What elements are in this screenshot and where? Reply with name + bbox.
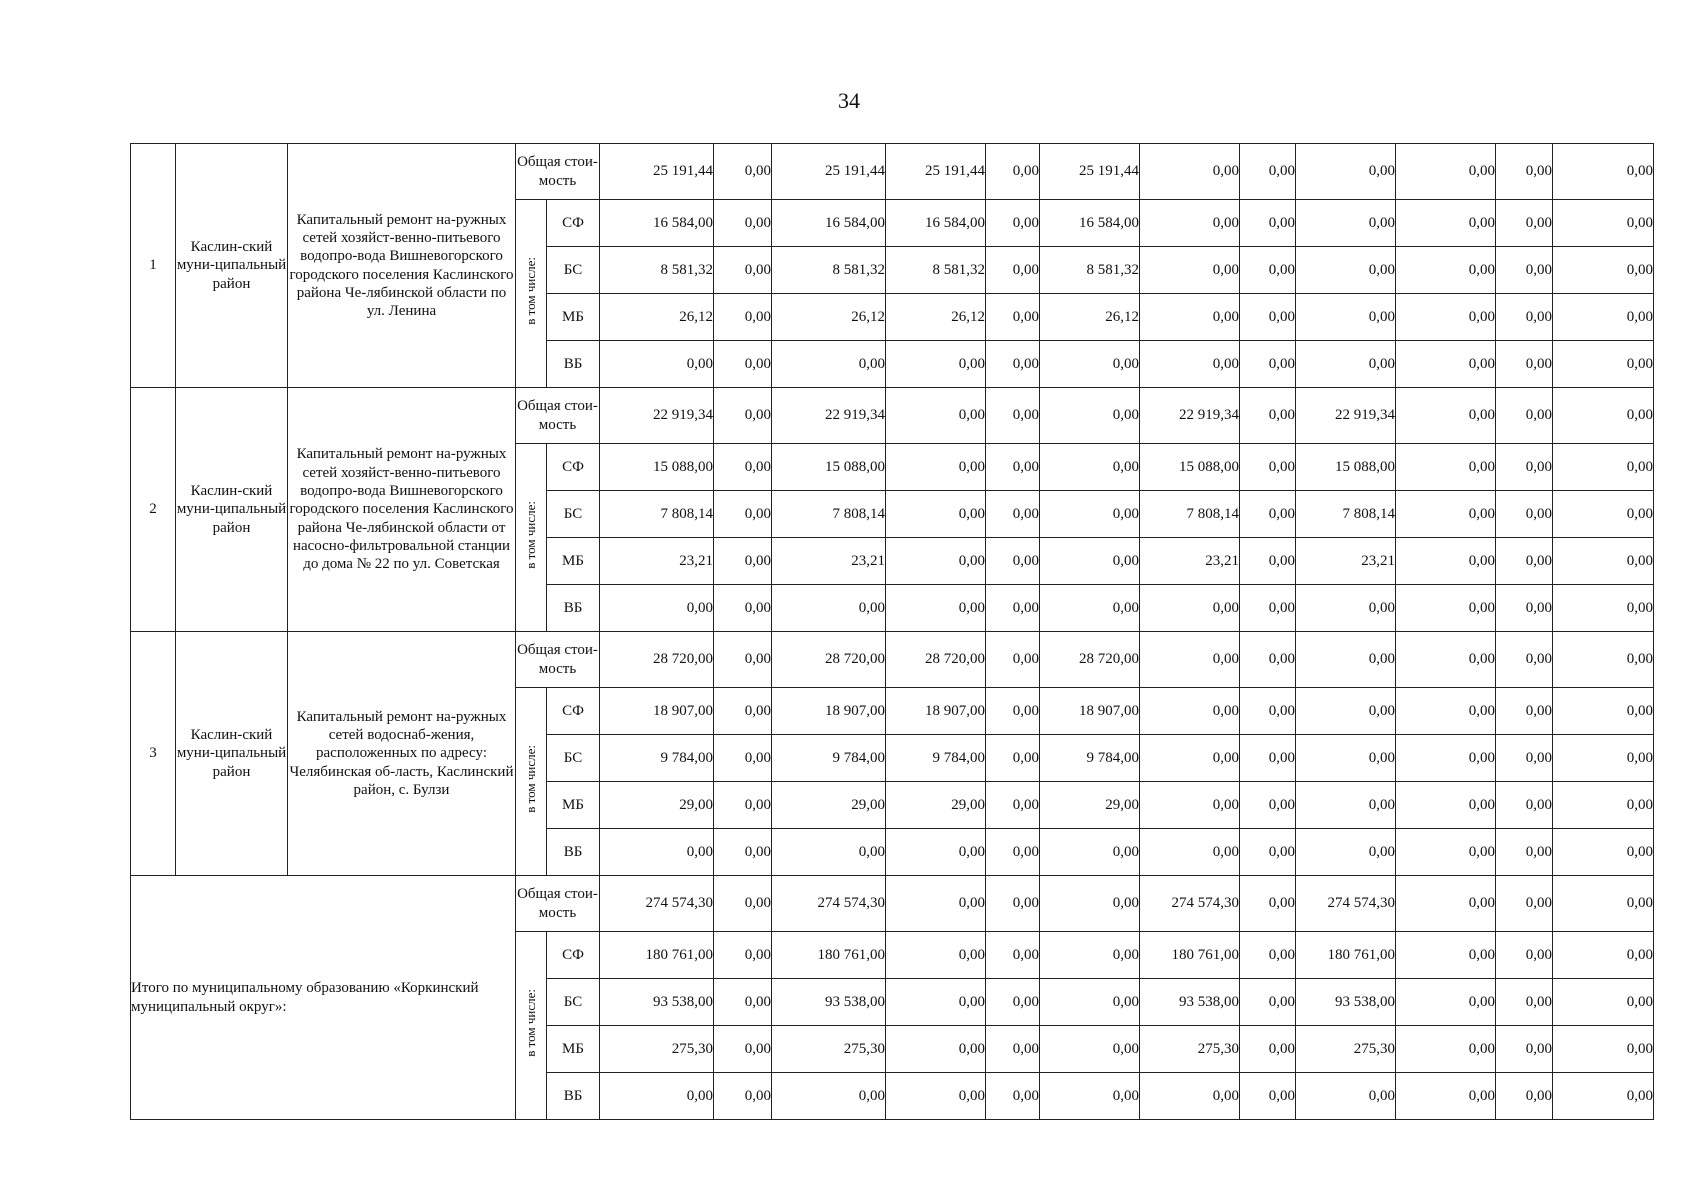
value-cell: 0,00 [1496, 294, 1553, 341]
value-cell: 0,00 [1296, 688, 1396, 735]
value-cell: 0,00 [986, 688, 1040, 735]
value-cell: 0,00 [886, 876, 986, 932]
value-cell: 0,00 [886, 388, 986, 444]
value-cell: 0,00 [1396, 144, 1496, 200]
value-cell: 23,21 [1296, 538, 1396, 585]
value-cell: 0,00 [1140, 247, 1240, 294]
value-cell: 28 720,00 [1040, 632, 1140, 688]
value-cell: 93 538,00 [1140, 979, 1240, 1026]
value-cell: 0,00 [886, 1026, 986, 1073]
value-cell: 0,00 [600, 341, 714, 388]
value-cell: 0,00 [714, 829, 772, 876]
value-cell: 0,00 [1553, 735, 1654, 782]
value-cell: 180 761,00 [1140, 932, 1240, 979]
summary-label: Итого по муниципальному образованию «Коркинский муниципальный округ»: [131, 876, 516, 1120]
funding-source-label: СФ [547, 688, 600, 735]
value-cell: 0,00 [714, 1073, 772, 1120]
value-cell: 0,00 [1396, 538, 1496, 585]
value-cell: 0,00 [1496, 829, 1553, 876]
including-label-cell [516, 688, 547, 876]
value-cell: 274 574,30 [1296, 876, 1396, 932]
value-cell: 26,12 [1040, 294, 1140, 341]
funding-source-label: СФ [547, 444, 600, 491]
project-description: Капитальный ремонт на-ружных сетей хозяйст-венно-питьевого водопро-вода Вишневогорского городского поселения Каслинского района Че-лябинской области от насосно-фильтровальной станции до дома № 22 по ул. Советская [288, 388, 516, 632]
including-label-cell [516, 444, 547, 632]
value-cell: 0,00 [600, 585, 714, 632]
value-cell: 0,00 [714, 200, 772, 247]
value-cell: 0,00 [1396, 632, 1496, 688]
value-cell: 0,00 [1396, 247, 1496, 294]
value-cell: 0,00 [886, 341, 986, 388]
value-cell: 0,00 [1240, 491, 1296, 538]
value-cell: 0,00 [1553, 388, 1654, 444]
value-cell: 0,00 [1140, 735, 1240, 782]
value-cell: 0,00 [1496, 247, 1553, 294]
value-cell: 23,21 [1140, 538, 1240, 585]
value-cell: 0,00 [986, 1073, 1040, 1120]
value-cell: 0,00 [1496, 1073, 1553, 1120]
value-cell: 0,00 [886, 829, 986, 876]
value-cell: 25 191,44 [1040, 144, 1140, 200]
value-cell: 0,00 [1240, 585, 1296, 632]
value-cell: 0,00 [1496, 388, 1553, 444]
value-cell: 0,00 [986, 200, 1040, 247]
value-cell: 180 761,00 [600, 932, 714, 979]
value-cell: 0,00 [714, 444, 772, 491]
value-cell: 0,00 [1496, 688, 1553, 735]
value-cell: 16 584,00 [886, 200, 986, 247]
including-label: в том числе: [523, 988, 539, 1057]
value-cell: 0,00 [1140, 341, 1240, 388]
value-cell: 0,00 [714, 782, 772, 829]
value-cell: 22 919,34 [1296, 388, 1396, 444]
value-cell: 0,00 [714, 341, 772, 388]
value-cell: 0,00 [1296, 829, 1396, 876]
value-cell: 0,00 [1396, 1073, 1496, 1120]
value-cell: 0,00 [1496, 782, 1553, 829]
value-cell: 8 581,32 [886, 247, 986, 294]
including-label: в том числе: [523, 256, 539, 325]
value-cell: 0,00 [1296, 585, 1396, 632]
table-row [131, 876, 1654, 932]
value-cell: 0,00 [886, 538, 986, 585]
value-cell: 0,00 [1396, 876, 1496, 932]
value-cell: 0,00 [1040, 932, 1140, 979]
value-cell: 0,00 [1553, 444, 1654, 491]
value-cell: 0,00 [772, 341, 886, 388]
value-cell: 0,00 [1553, 200, 1654, 247]
value-cell: 0,00 [1040, 1073, 1140, 1120]
value-cell: 0,00 [772, 829, 886, 876]
value-cell: 29,00 [1040, 782, 1140, 829]
value-cell: 0,00 [1140, 144, 1240, 200]
value-cell: 0,00 [1496, 491, 1553, 538]
value-cell: 15 088,00 [1296, 444, 1396, 491]
value-cell: 274 574,30 [1140, 876, 1240, 932]
value-cell: 0,00 [1496, 632, 1553, 688]
value-cell: 0,00 [1296, 1073, 1396, 1120]
value-cell: 0,00 [1396, 782, 1496, 829]
value-cell: 0,00 [714, 144, 772, 200]
value-cell: 0,00 [1396, 829, 1496, 876]
value-cell: 275,30 [772, 1026, 886, 1073]
funding-source-label: СФ [547, 932, 600, 979]
value-cell: 0,00 [1496, 341, 1553, 388]
value-cell: 0,00 [1553, 491, 1654, 538]
funding-source-label: СФ [547, 200, 600, 247]
value-cell: 0,00 [986, 585, 1040, 632]
value-cell: 18 907,00 [600, 688, 714, 735]
value-cell: 0,00 [1140, 782, 1240, 829]
value-cell: 0,00 [1140, 200, 1240, 247]
municipality-name: Каслин-ский муни-ципальный район [176, 388, 288, 632]
value-cell: 0,00 [1240, 1026, 1296, 1073]
value-cell: 0,00 [1553, 932, 1654, 979]
value-cell: 0,00 [1396, 200, 1496, 247]
value-cell: 0,00 [714, 538, 772, 585]
value-cell: 0,00 [1496, 735, 1553, 782]
value-cell: 0,00 [1296, 341, 1396, 388]
value-cell: 0,00 [1140, 585, 1240, 632]
value-cell: 23,21 [772, 538, 886, 585]
value-cell: 16 584,00 [600, 200, 714, 247]
row-number: 3 [131, 632, 176, 876]
value-cell: 93 538,00 [772, 979, 886, 1026]
value-cell: 0,00 [714, 294, 772, 341]
value-cell: 0,00 [1496, 144, 1553, 200]
value-cell: 18 907,00 [1040, 688, 1140, 735]
funding-table [130, 143, 1654, 1120]
value-cell: 0,00 [886, 585, 986, 632]
value-cell: 0,00 [886, 444, 986, 491]
value-cell: 0,00 [1240, 979, 1296, 1026]
value-cell: 8 581,32 [772, 247, 886, 294]
total-cost-label: Общая стои-мость [516, 632, 600, 688]
value-cell: 18 907,00 [772, 688, 886, 735]
value-cell: 0,00 [1553, 294, 1654, 341]
value-cell: 180 761,00 [772, 932, 886, 979]
value-cell: 29,00 [886, 782, 986, 829]
funding-source-label: МБ [547, 782, 600, 829]
value-cell: 9 784,00 [772, 735, 886, 782]
value-cell: 15 088,00 [600, 444, 714, 491]
value-cell: 274 574,30 [772, 876, 886, 932]
value-cell: 0,00 [1396, 388, 1496, 444]
value-cell: 0,00 [986, 388, 1040, 444]
value-cell: 0,00 [886, 1073, 986, 1120]
value-cell: 180 761,00 [1296, 932, 1396, 979]
funding-source-label: БС [547, 491, 600, 538]
value-cell: 28 720,00 [772, 632, 886, 688]
value-cell: 26,12 [886, 294, 986, 341]
value-cell: 8 581,32 [600, 247, 714, 294]
including-label: в том числе: [523, 500, 539, 569]
value-cell: 8 581,32 [1040, 247, 1140, 294]
row-number: 2 [131, 388, 176, 632]
project-description: Капитальный ремонт на-ружных сетей водоснаб-жения, расположенных по адресу: Челябинская об-ласть, Каслинский район, с. Булзи [288, 632, 516, 876]
value-cell: 0,00 [1553, 538, 1654, 585]
funding-source-label: ВБ [547, 829, 600, 876]
value-cell: 0,00 [714, 979, 772, 1026]
value-cell: 7 808,14 [1140, 491, 1240, 538]
value-cell: 0,00 [1296, 782, 1396, 829]
value-cell: 0,00 [986, 979, 1040, 1026]
value-cell: 0,00 [714, 876, 772, 932]
value-cell: 93 538,00 [1296, 979, 1396, 1026]
value-cell: 0,00 [1396, 932, 1496, 979]
value-cell: 15 088,00 [1140, 444, 1240, 491]
value-cell: 0,00 [1396, 341, 1496, 388]
value-cell: 0,00 [1240, 632, 1296, 688]
value-cell: 0,00 [1496, 444, 1553, 491]
value-cell: 29,00 [772, 782, 886, 829]
value-cell: 0,00 [986, 444, 1040, 491]
value-cell: 0,00 [1240, 200, 1296, 247]
value-cell: 0,00 [714, 247, 772, 294]
value-cell: 0,00 [1040, 876, 1140, 932]
value-cell: 0,00 [1240, 876, 1296, 932]
value-cell: 22 919,34 [1140, 388, 1240, 444]
value-cell: 0,00 [886, 932, 986, 979]
value-cell: 0,00 [772, 1073, 886, 1120]
including-label-cell [516, 200, 547, 388]
value-cell: 0,00 [1553, 1073, 1654, 1120]
value-cell: 0,00 [600, 829, 714, 876]
value-cell: 0,00 [1040, 979, 1140, 1026]
value-cell: 0,00 [1296, 144, 1396, 200]
value-cell: 0,00 [1553, 782, 1654, 829]
value-cell: 0,00 [1040, 388, 1140, 444]
value-cell: 23,21 [600, 538, 714, 585]
value-cell: 0,00 [1296, 294, 1396, 341]
table-row [131, 144, 1654, 200]
value-cell: 26,12 [600, 294, 714, 341]
value-cell: 0,00 [1396, 585, 1496, 632]
value-cell: 0,00 [1240, 932, 1296, 979]
value-cell: 0,00 [1396, 294, 1496, 341]
value-cell: 0,00 [1496, 200, 1553, 247]
value-cell: 0,00 [1553, 341, 1654, 388]
value-cell: 0,00 [1296, 247, 1396, 294]
value-cell: 0,00 [986, 829, 1040, 876]
value-cell: 0,00 [1140, 632, 1240, 688]
value-cell: 0,00 [714, 491, 772, 538]
value-cell: 275,30 [600, 1026, 714, 1073]
value-cell: 0,00 [1553, 1026, 1654, 1073]
value-cell: 0,00 [1396, 1026, 1496, 1073]
value-cell: 0,00 [600, 1073, 714, 1120]
value-cell: 0,00 [1553, 585, 1654, 632]
value-cell: 0,00 [1553, 876, 1654, 932]
value-cell: 0,00 [986, 932, 1040, 979]
value-cell: 0,00 [1553, 632, 1654, 688]
including-label: в том числе: [523, 744, 539, 813]
value-cell: 0,00 [714, 585, 772, 632]
value-cell: 0,00 [1496, 538, 1553, 585]
value-cell: 0,00 [1496, 1026, 1553, 1073]
value-cell: 0,00 [1240, 538, 1296, 585]
value-cell: 0,00 [1496, 979, 1553, 1026]
value-cell: 25 191,44 [600, 144, 714, 200]
value-cell: 0,00 [1040, 491, 1140, 538]
value-cell: 0,00 [714, 1026, 772, 1073]
value-cell: 0,00 [714, 632, 772, 688]
value-cell: 0,00 [986, 632, 1040, 688]
value-cell: 275,30 [1140, 1026, 1240, 1073]
value-cell: 22 919,34 [600, 388, 714, 444]
value-cell: 9 784,00 [600, 735, 714, 782]
funding-source-label: МБ [547, 294, 600, 341]
value-cell: 0,00 [986, 294, 1040, 341]
value-cell: 0,00 [1240, 782, 1296, 829]
value-cell: 26,12 [772, 294, 886, 341]
value-cell: 15 088,00 [772, 444, 886, 491]
value-cell: 0,00 [1396, 735, 1496, 782]
funding-source-label: БС [547, 735, 600, 782]
value-cell: 0,00 [986, 247, 1040, 294]
value-cell: 7 808,14 [600, 491, 714, 538]
page-number: 34 [838, 88, 860, 113]
municipality-name: Каслин-ский муни-ципальный район [176, 632, 288, 876]
table-row [131, 632, 1654, 688]
value-cell: 0,00 [1140, 829, 1240, 876]
value-cell: 28 720,00 [600, 632, 714, 688]
row-number: 1 [131, 144, 176, 388]
value-cell: 0,00 [1040, 538, 1140, 585]
value-cell: 22 919,34 [772, 388, 886, 444]
municipality-name: Каслин-ский муни-ципальный район [176, 144, 288, 388]
value-cell: 18 907,00 [886, 688, 986, 735]
value-cell: 0,00 [986, 144, 1040, 200]
project-description: Капитальный ремонт на-ружных сетей хозяйст-венно-питьевого водопро-вода Вишневогорского городского поселения Каслинского района Че-лябинской области по ул. Ленина [288, 144, 516, 388]
value-cell: 0,00 [986, 341, 1040, 388]
value-cell: 0,00 [1240, 735, 1296, 782]
value-cell: 0,00 [1040, 585, 1140, 632]
funding-source-label: ВБ [547, 585, 600, 632]
value-cell: 0,00 [986, 735, 1040, 782]
value-cell: 29,00 [600, 782, 714, 829]
value-cell: 0,00 [1396, 444, 1496, 491]
value-cell: 0,00 [1240, 1073, 1296, 1120]
value-cell: 0,00 [1240, 388, 1296, 444]
value-cell: 0,00 [986, 491, 1040, 538]
value-cell: 16 584,00 [1040, 200, 1140, 247]
value-cell: 0,00 [1553, 247, 1654, 294]
value-cell: 0,00 [1296, 200, 1396, 247]
total-cost-label: Общая стои-мость [516, 876, 600, 932]
value-cell: 9 784,00 [886, 735, 986, 782]
funding-source-label: ВБ [547, 1073, 600, 1120]
value-cell: 0,00 [1040, 341, 1140, 388]
value-cell: 0,00 [1396, 688, 1496, 735]
value-cell: 0,00 [1040, 1026, 1140, 1073]
value-cell: 0,00 [1240, 688, 1296, 735]
value-cell: 25 191,44 [772, 144, 886, 200]
value-cell: 0,00 [1553, 688, 1654, 735]
value-cell: 0,00 [986, 782, 1040, 829]
value-cell: 0,00 [1240, 829, 1296, 876]
value-cell: 16 584,00 [772, 200, 886, 247]
value-cell: 0,00 [1140, 1073, 1240, 1120]
value-cell: 7 808,14 [772, 491, 886, 538]
value-cell: 0,00 [1140, 294, 1240, 341]
value-cell: 0,00 [714, 932, 772, 979]
table-row [131, 388, 1654, 444]
value-cell: 274 574,30 [600, 876, 714, 932]
value-cell: 0,00 [1553, 979, 1654, 1026]
value-cell: 0,00 [1496, 585, 1553, 632]
value-cell: 0,00 [1140, 688, 1240, 735]
value-cell: 0,00 [1240, 294, 1296, 341]
value-cell: 0,00 [1296, 735, 1396, 782]
value-cell: 0,00 [986, 876, 1040, 932]
funding-source-label: БС [547, 979, 600, 1026]
value-cell: 0,00 [1040, 444, 1140, 491]
value-cell: 0,00 [1553, 829, 1654, 876]
value-cell: 0,00 [1240, 247, 1296, 294]
value-cell: 0,00 [986, 538, 1040, 585]
value-cell: 25 191,44 [886, 144, 986, 200]
funding-source-label: МБ [547, 538, 600, 585]
value-cell: 0,00 [1396, 979, 1496, 1026]
value-cell: 0,00 [1296, 632, 1396, 688]
value-cell: 0,00 [1240, 341, 1296, 388]
value-cell: 0,00 [772, 585, 886, 632]
value-cell: 0,00 [714, 388, 772, 444]
value-cell: 28 720,00 [886, 632, 986, 688]
total-cost-label: Общая стои-мость [516, 388, 600, 444]
value-cell: 0,00 [1240, 144, 1296, 200]
value-cell: 0,00 [986, 1026, 1040, 1073]
funding-source-label: БС [547, 247, 600, 294]
value-cell: 0,00 [1496, 932, 1553, 979]
value-cell: 0,00 [1240, 444, 1296, 491]
including-label-cell [516, 932, 547, 1120]
value-cell: 0,00 [1496, 876, 1553, 932]
value-cell: 275,30 [1296, 1026, 1396, 1073]
funding-source-label: ВБ [547, 341, 600, 388]
value-cell: 0,00 [714, 688, 772, 735]
value-cell: 9 784,00 [1040, 735, 1140, 782]
total-cost-label: Общая стои-мость [516, 144, 600, 200]
value-cell: 0,00 [1040, 829, 1140, 876]
value-cell: 93 538,00 [600, 979, 714, 1026]
value-cell: 0,00 [1396, 491, 1496, 538]
funding-source-label: МБ [547, 1026, 600, 1073]
value-cell: 0,00 [1553, 144, 1654, 200]
value-cell: 0,00 [714, 735, 772, 782]
value-cell: 0,00 [886, 979, 986, 1026]
value-cell: 7 808,14 [1296, 491, 1396, 538]
value-cell: 0,00 [886, 491, 986, 538]
